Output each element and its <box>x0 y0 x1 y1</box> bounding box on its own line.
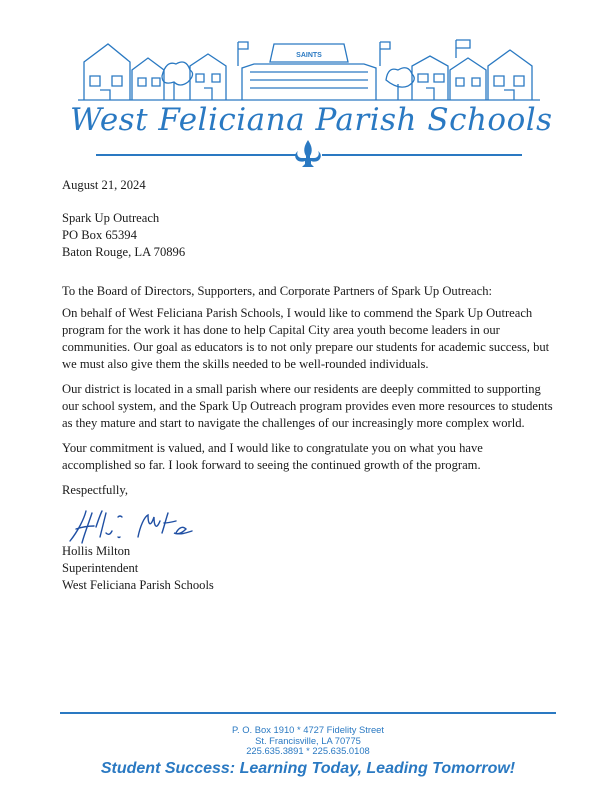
footer-address-line: P. O. Box 1910 * 4727 Fidelity Street <box>232 724 384 735</box>
letterhead <box>0 0 616 175</box>
letter-date: August 21, 2024 <box>62 178 146 192</box>
paragraph-line: Your commitment is valued, and I would like to congratulate you on what you have <box>62 441 483 455</box>
paragraph-line: communities. Our goal as educators is to not only prepare our students for academic success, but <box>62 340 550 354</box>
footer-contact <box>0 725 616 757</box>
paragraph-line: accomplished so far. I look forward to seeing the continued growth of the program. <box>62 458 481 472</box>
body-paragraph <box>62 440 562 474</box>
footer-tagline: Student Success: Learning Today, Leading Tomorrow! <box>100 760 516 777</box>
body-paragraph <box>62 381 562 432</box>
signer-name: Hollis Milton <box>62 544 131 558</box>
letter-body <box>62 177 562 594</box>
signer-title: Superintendent <box>62 561 139 575</box>
footer-rule <box>60 712 556 714</box>
paragraph-line: program for the work it has done to help Capital City area youth become leaders in our <box>62 323 500 337</box>
stadium-banner-text: SAINTS <box>296 52 322 59</box>
handwritten-signature <box>68 507 198 547</box>
recipient-line: Baton Rouge, LA 70896 <box>62 245 186 259</box>
paragraph-line: On behalf of West Feliciana Parish Schools, I would like to commend the Spark Up Outreach <box>62 306 533 320</box>
town-skyline-illustration <box>78 36 540 104</box>
paragraph-line: as they mature and start to navigate the challenges of our increasingly more complex world. <box>62 416 525 430</box>
paragraph-line: Our district is located in a small parish where our residents are deeply committed to supporting <box>62 382 541 396</box>
footer-address-line: St. Francisville, LA 70775 <box>255 734 361 746</box>
closing: Respectfully, <box>62 483 128 497</box>
recipient-line: Spark Up Outreach <box>62 211 160 225</box>
body-paragraph <box>62 305 562 373</box>
logo-rule-right <box>322 154 522 156</box>
recipient-address <box>62 210 562 261</box>
salutation: To the Board of Directors, Supporters, and Corporate Partners of Spark Up Outreach: <box>62 284 492 298</box>
footer-phones: 225.635.3891 * 225.635.0108 <box>246 745 370 756</box>
recipient-line: PO Box 65394 <box>62 228 137 242</box>
organization-logo-name: West Feliciana Parish Schools <box>70 102 553 138</box>
paragraph-line: our school system, and the Spark Up Outreach program provides even more resources to students <box>62 399 553 413</box>
signer-organization: West Feliciana Parish Schools <box>62 578 214 592</box>
logo-rule-left <box>96 154 296 156</box>
paragraph-line: we must also give them the skills needed to be well-rounded individuals. <box>62 357 429 371</box>
fleur-de-lis-icon <box>294 140 322 170</box>
